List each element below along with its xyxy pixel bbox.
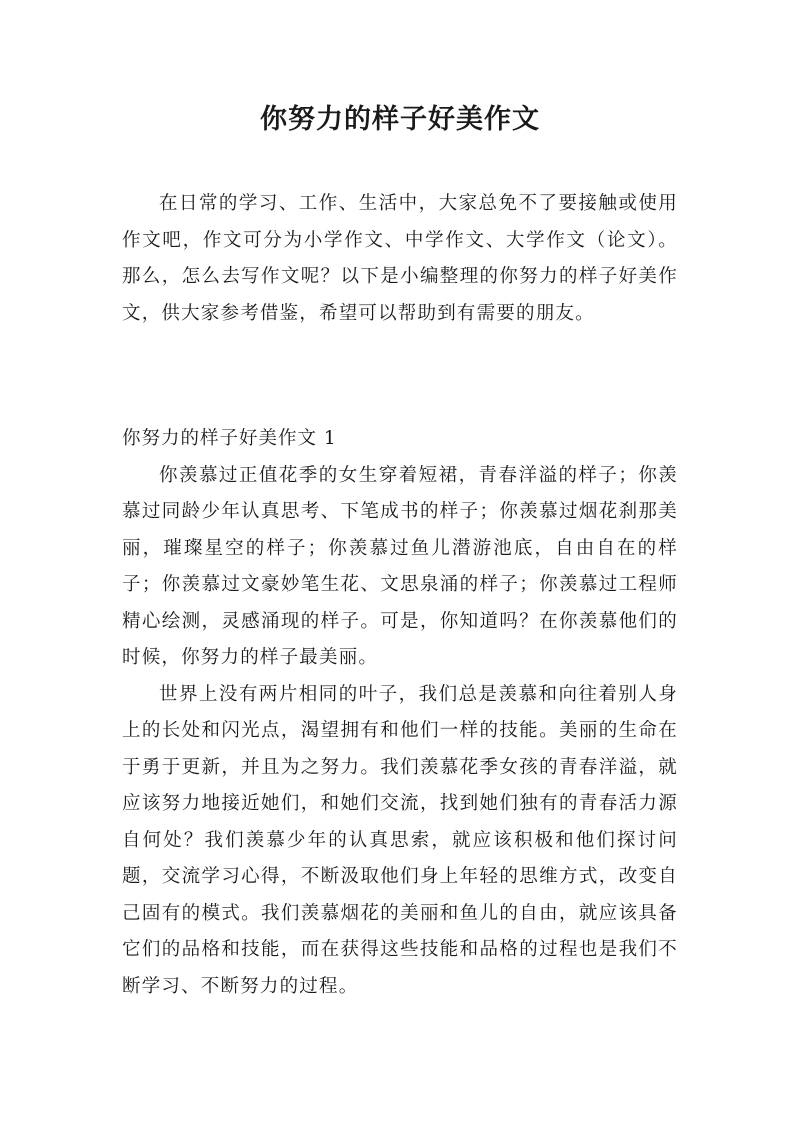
body-paragraph-1: 你羡慕过正值花季的女生穿着短裙，青春洋溢的样子；你羡慕过同龄少年认真思考、下笔成书的样子；你羡慕过烟花刹那美丽，璀璨星空的样子；你羡慕过鱼儿潜游池底，自由自在的样子；你羡慕过文豪妙笔生花、文思泉涌的样子；你羡慕过工程师精心绘测，灵感涌现的样子。可是，你知道吗？在你羡慕他们的时候，你努力的样子最美丽。	[122, 464, 678, 668]
document-body	[122, 186, 678, 1005]
body-paragraph-2: 世界上没有两片相同的叶子，我们总是羡慕和向往着别人身上的长处和闪光点，渴望拥有和他们一样的技能。美丽的生命在于勇于更新，并且为之努力。我们羡慕花季女孩的青春洋溢，就应该努力地接近她们，和她们交流，找到她们独有的青春活力源自何处？我们羡慕少年的认真思索，就应该积极和他们探讨问题，交流学习心得，不断汲取他们身上年轻的思维方式，改变自己固有的模式。我们羡慕烟花的美丽和鱼儿的自由，就应该具备它们的品格和技能，而在获得这些技能和品格的过程也是我们不断学习、不断努力的过程。	[122, 683, 678, 997]
section-spacer	[122, 369, 678, 421]
intro-paragraph: 在日常的学习、工作、生活中，大家总免不了要接触或使用作文吧，作文可分为小学作文、中学作文、大学作文（论文）。那么，怎么去写作文呢？以下是小编整理的你努力的样子好美作文，供大家参考借鉴，希望可以帮助到有需要的朋友。	[122, 193, 678, 324]
page-title: 你努力的样子好美作文	[260, 104, 540, 135]
section-heading: 你努力的样子好美作文 1	[122, 428, 337, 449]
